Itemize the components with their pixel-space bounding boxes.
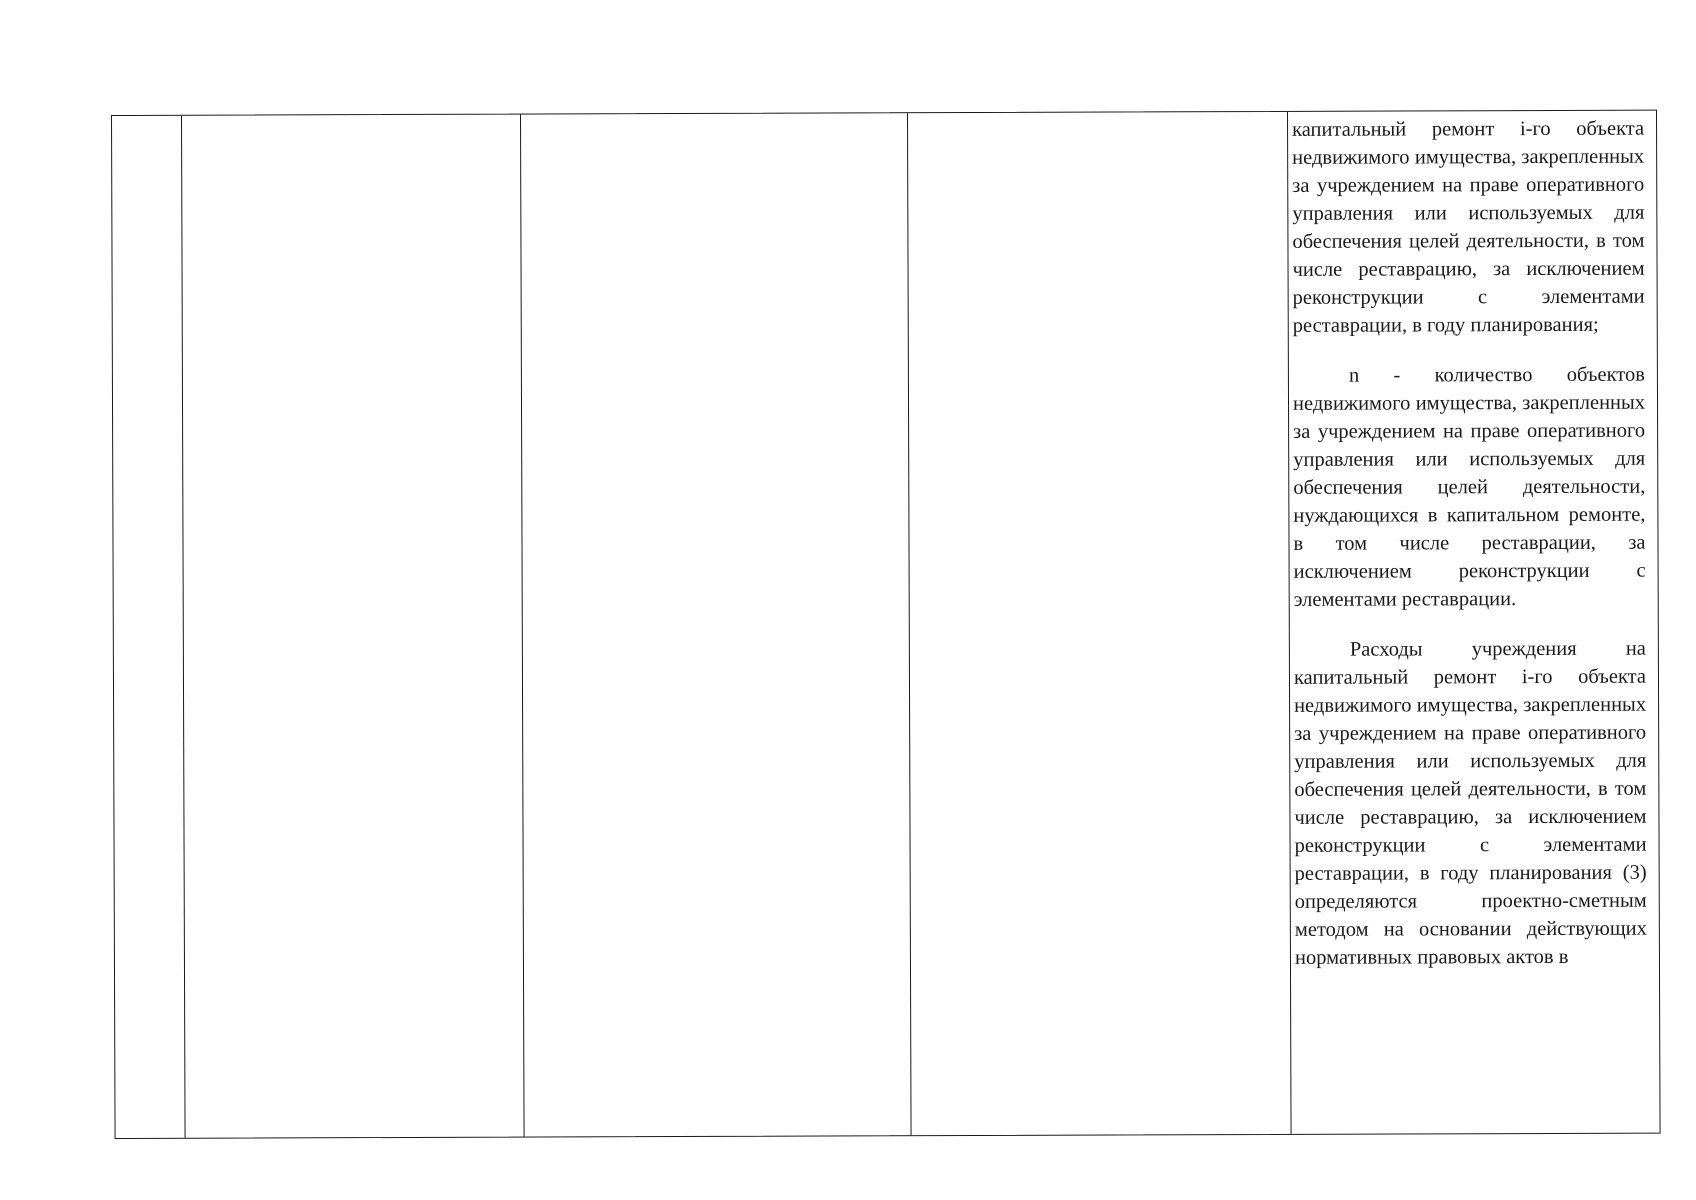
paragraph-n-definition: n - количество объектов недвижимого имущества, закрепленных за учреждением на праве оперативного управления или используемых для обеспечения целей деятельности, нуждающихся в капитальном ремонте, в том числе реставрации, за исключением реконструкции с элементами реставрации.: [1292, 363, 1646, 611]
table-cell-description: [1292, 115, 1648, 1130]
column-divider-2: [520, 115, 525, 1137]
column-divider-3: [907, 113, 912, 1135]
paragraph-expenses: Расходы учреждения на капитальный ремонт i-го объекта недвижимого имущества, закрепленных за учреждением на праве оперативного управления или используемых для обеспечения целей деятельности, в том числе реставрацию, за исключением реконструкции с элементами реставрации, в году планирования (3) определяются проектно-сметным методом на основании действующих нормативных правовых актов в: [1293, 637, 1647, 969]
column-divider-4: [1287, 112, 1292, 1134]
table-frame: [111, 110, 1661, 1139]
paragraph-continuation: капитальный ремонт i-го объекта недвижимого имущества, закрепленных за учреждением на праве оперативного управления или используемых для обеспечения целей деятельности, в том числе реставрацию, за исключением реконструкции с элементами реставрации, в году планирования;: [1292, 117, 1645, 337]
column-divider-1: [181, 116, 186, 1138]
